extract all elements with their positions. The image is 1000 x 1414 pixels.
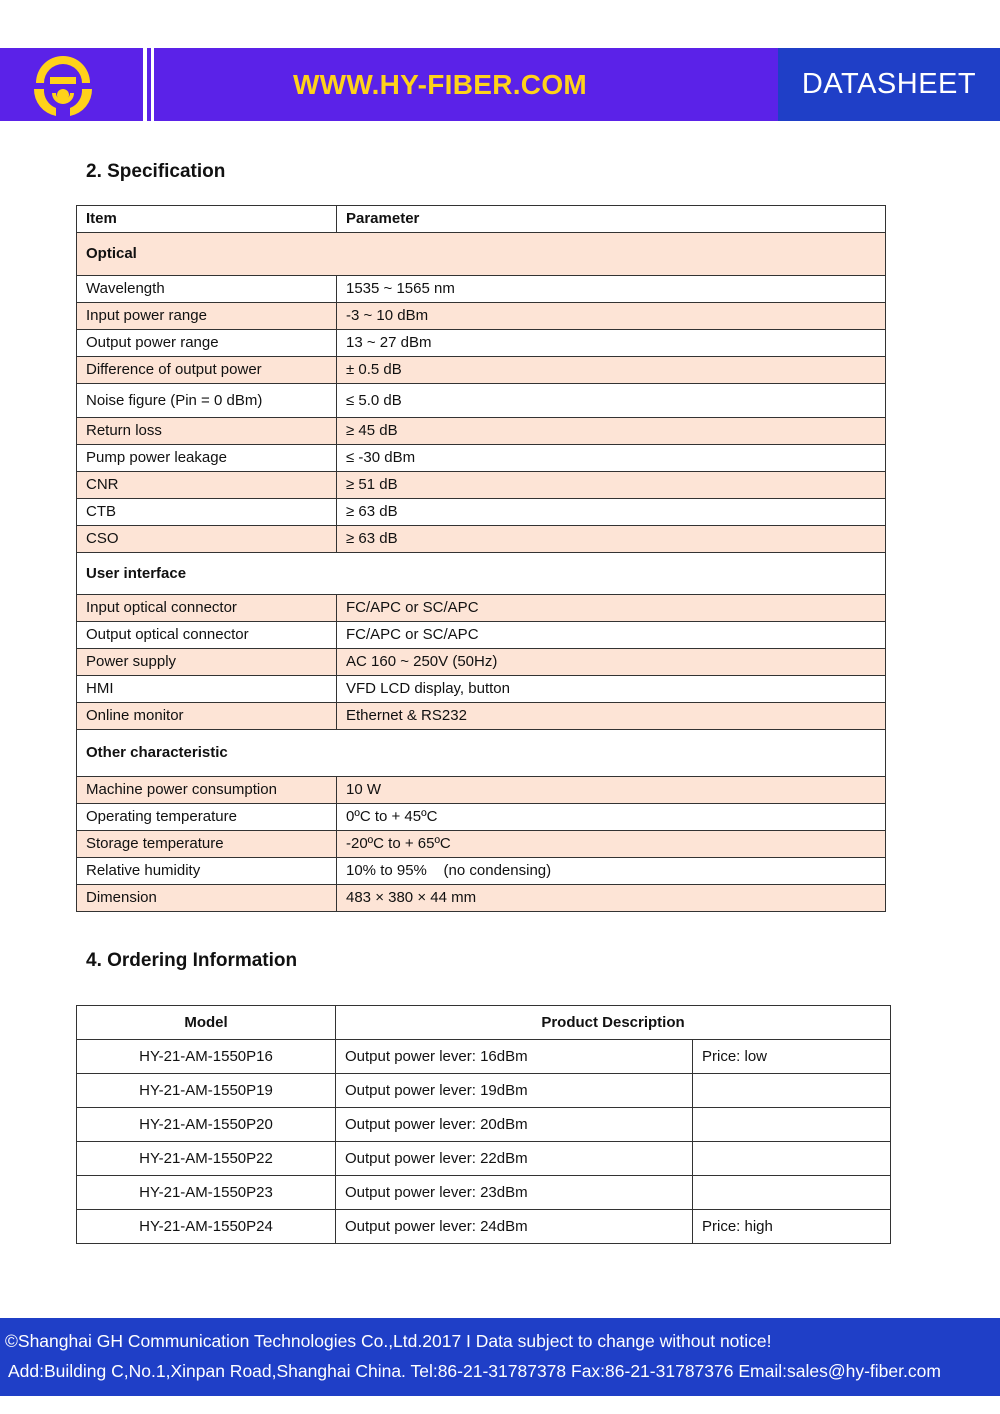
footer-copyright: ©Shanghai GH Communication Technologies Co.,Ltd.2017 I Data subject to change without notice!: [5, 1331, 772, 1351]
table-row: [77, 885, 886, 912]
spec-value: 0ºC to + 45ºC: [337, 804, 886, 831]
ordering-section-title: 4. Ordering Information: [86, 950, 298, 971]
spec-value: ≥ 45 dB: [337, 418, 886, 445]
spec-item: Return loss: [77, 418, 337, 445]
spec-group-user-interface: User interface: [77, 553, 886, 595]
ordering-table: [76, 1005, 891, 1244]
description-cell: Output power lever: 22dBm: [336, 1142, 693, 1176]
spec-item: CNR: [77, 472, 337, 499]
spec-value: 1535 ~ 1565 nm: [337, 276, 886, 303]
spec-item: CSO: [77, 526, 337, 553]
table-row: [77, 330, 886, 357]
table-row: [77, 1040, 891, 1074]
datasheet-label: DATASHEET: [801, 68, 977, 100]
table-row: [77, 1176, 891, 1210]
spec-group-row: [77, 233, 886, 276]
spec-group-optical: Optical: [77, 233, 886, 276]
table-row: [77, 384, 886, 418]
website-url[interactable]: WWW.HY-FIBER.COM: [292, 68, 588, 100]
spec-value: FC/APC or SC/APC: [337, 622, 886, 649]
spec-value: -3 ~ 10 dBm: [337, 303, 886, 330]
spec-value: FC/APC or SC/APC: [337, 595, 886, 622]
description-cell: Output power lever: 19dBm: [336, 1074, 693, 1108]
page-header: [0, 48, 1000, 121]
spec-item: Pump power leakage: [77, 445, 337, 472]
table-row: [77, 472, 886, 499]
header-logo-area: [0, 48, 143, 121]
model-cell: HY-21-AM-1550P16: [77, 1040, 336, 1074]
price-cell: Price: low: [693, 1040, 891, 1074]
table-row: [77, 1108, 891, 1142]
ordering-header-row: [77, 1006, 891, 1040]
spec-group-row: [77, 730, 886, 777]
spec-item: Difference of output power: [77, 357, 337, 384]
company-logo-icon: [30, 53, 96, 119]
table-row: [77, 1210, 891, 1244]
spec-item: Noise figure (Pin = 0 dBm): [77, 384, 337, 418]
table-row: [77, 831, 886, 858]
table-row: [77, 595, 886, 622]
spec-value: VFD LCD display, button: [337, 676, 886, 703]
spec-col-item: Item: [77, 206, 337, 233]
footer-address: Add:Building C,No.1,Xinpan Road,Shanghai China. Tel:86-21-31787378 Fax:86-21-31787376 Email:sales@hy-fiber.com: [8, 1361, 941, 1381]
spec-value: 13 ~ 27 dBm: [337, 330, 886, 357]
table-row: [77, 418, 886, 445]
spec-value: 10% to 95% (no condensing): [337, 858, 886, 885]
table-row: [77, 1142, 891, 1176]
page-footer: [0, 1318, 1000, 1396]
description-cell: Output power lever: 16dBm: [336, 1040, 693, 1074]
table-row: [77, 276, 886, 303]
spec-table: [76, 205, 886, 912]
spec-item: Online monitor: [77, 703, 337, 730]
spec-item: Storage temperature: [77, 831, 337, 858]
table-row: [77, 804, 886, 831]
model-cell: HY-21-AM-1550P19: [77, 1074, 336, 1108]
model-cell: HY-21-AM-1550P20: [77, 1108, 336, 1142]
price-cell: [693, 1074, 891, 1108]
spec-item: Machine power consumption: [77, 777, 337, 804]
spec-col-parameter: Parameter: [337, 206, 886, 233]
spec-value: ± 0.5 dB: [337, 357, 886, 384]
header-url-bar: [154, 48, 778, 121]
spec-item: Output power range: [77, 330, 337, 357]
price-cell: Price: high: [693, 1210, 891, 1244]
model-cell: HY-21-AM-1550P24: [77, 1210, 336, 1244]
header-doc-type: [778, 48, 1000, 121]
spec-value: AC 160 ~ 250V (50Hz): [337, 649, 886, 676]
spec-value: 483 × 380 × 44 mm: [337, 885, 886, 912]
spec-value: ≤ 5.0 dB: [337, 384, 886, 418]
model-cell: HY-21-AM-1550P23: [77, 1176, 336, 1210]
table-row: [77, 526, 886, 553]
table-row: [77, 777, 886, 804]
spec-value: ≥ 63 dB: [337, 499, 886, 526]
table-row: [77, 676, 886, 703]
spec-header-row: [77, 206, 886, 233]
table-row: [77, 303, 886, 330]
ordering-col-model: Model: [77, 1006, 336, 1040]
price-cell: [693, 1142, 891, 1176]
spec-item: Wavelength: [77, 276, 337, 303]
spec-item: Operating temperature: [77, 804, 337, 831]
model-cell: HY-21-AM-1550P22: [77, 1142, 336, 1176]
spec-item: Input optical connector: [77, 595, 337, 622]
ordering-col-description: Product Description: [336, 1006, 891, 1040]
spec-value: -20ºC to + 65ºC: [337, 831, 886, 858]
table-row: [77, 499, 886, 526]
price-cell: [693, 1108, 891, 1142]
description-cell: Output power lever: 20dBm: [336, 1108, 693, 1142]
description-cell: Output power lever: 24dBm: [336, 1210, 693, 1244]
table-row: [77, 445, 886, 472]
spec-item: Input power range: [77, 303, 337, 330]
table-row: [77, 703, 886, 730]
description-cell: Output power lever: 23dBm: [336, 1176, 693, 1210]
table-row: [77, 649, 886, 676]
spec-group-other: Other characteristic: [77, 730, 886, 777]
spec-section-title: 2. Specification: [86, 161, 226, 182]
spec-value: ≥ 63 dB: [337, 526, 886, 553]
price-cell: [693, 1176, 891, 1210]
spec-value: ≥ 51 dB: [337, 472, 886, 499]
spec-value: 10 W: [337, 777, 886, 804]
spec-value: Ethernet & RS232: [337, 703, 886, 730]
spec-item: HMI: [77, 676, 337, 703]
spec-item: Power supply: [77, 649, 337, 676]
spec-value: ≤ -30 dBm: [337, 445, 886, 472]
spec-group-row: [77, 553, 886, 595]
table-row: [77, 357, 886, 384]
table-row: [77, 858, 886, 885]
spec-item: Relative humidity: [77, 858, 337, 885]
table-row: [77, 1074, 891, 1108]
table-row: [77, 622, 886, 649]
spec-item: Output optical connector: [77, 622, 337, 649]
spec-item: Dimension: [77, 885, 337, 912]
spec-item: CTB: [77, 499, 337, 526]
